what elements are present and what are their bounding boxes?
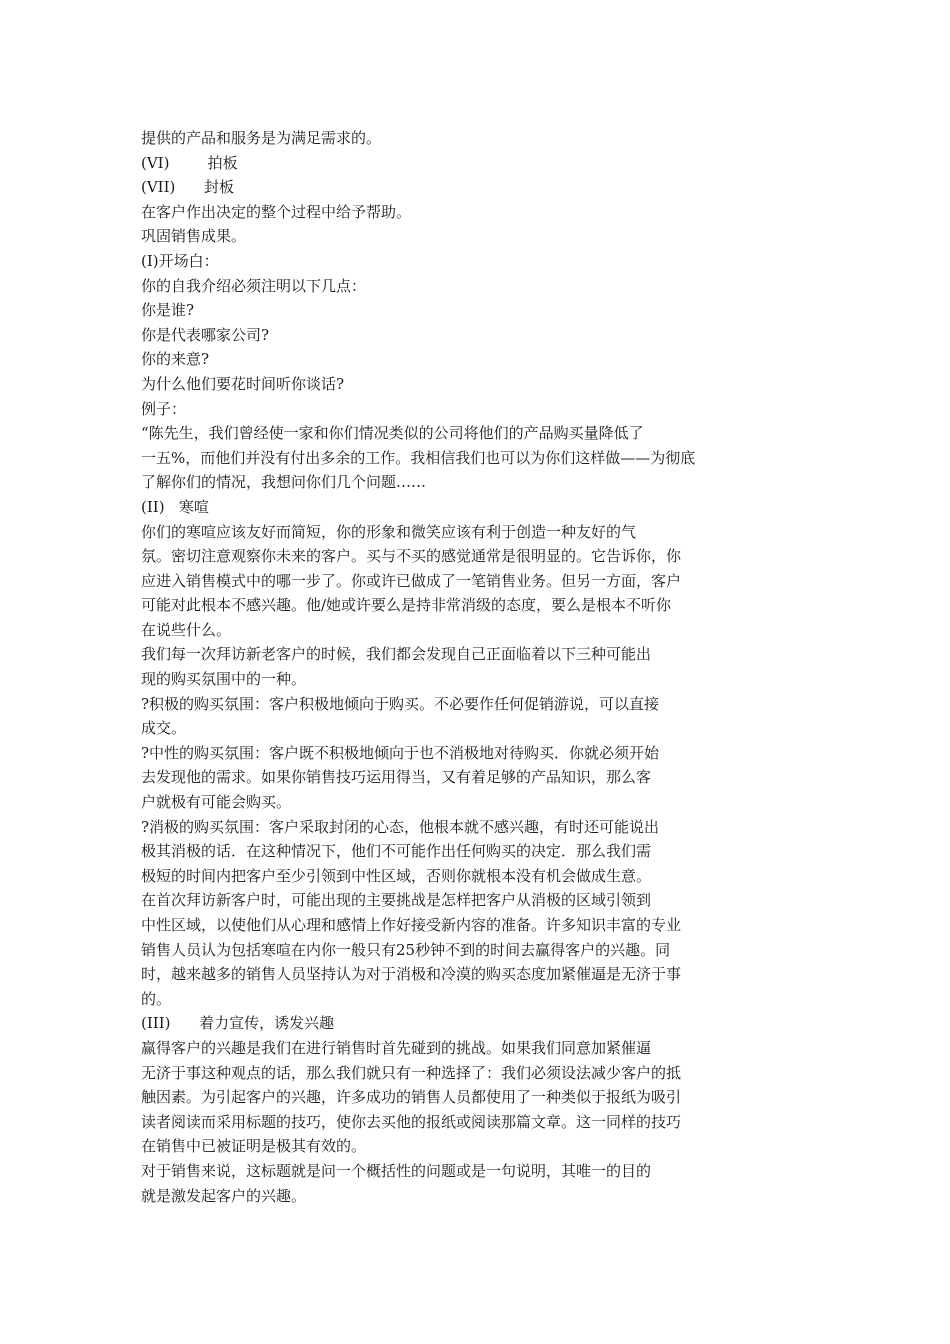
text-line: 销售人员认为包括寒喧在内你一般只有25秒钟不到的时间去赢得客户的兴趣。同 [141,940,671,959]
text-line: 巩固销售成果。 [141,227,247,246]
document-body [141,126,781,1208]
text-line: 应进入销售模式中的哪一步了。你或许已做成了一笔销售业务。但另一方面，客户 [141,571,682,590]
text-line: ?中性的购买氛围：客户既不积极地倾向于也不消极地对待购买．你就必须开始 [141,743,660,762]
section-heading-vi: (VI) 拍板 [141,153,238,172]
text-line: 就是激发起客户的兴趣。 [141,1186,307,1205]
text-line: 户就极有可能会购买。 [141,793,292,812]
section-heading-iii: (III) 着力宣传，诱发兴趣 [141,1014,335,1033]
text-line: 赢得客户的兴趣是我们在进行销售时首先碰到的挑战。如果我们同意加紧催逼 [141,1038,652,1057]
text-line: ?消极的购买氛围：客户采取封闭的心态，他根本就不感兴趣，有时还可能说出 [141,817,660,836]
text-line: 你是代表哪家公司? [141,325,270,344]
text-line: 你的自我介绍必须注明以下几点： [141,276,367,295]
text-line: 了解你们的情况，我想问你们几个问题…… [141,473,427,492]
text-line: 我们每一次拜访新老客户的时候，我们都会发现自己正面临着以下三种可能出 [141,645,652,664]
text-line: 去发现他的需求。如果你销售技巧运用得当，又有着足够的产品知识，那么客 [141,768,652,787]
text-line: 为什么他们要花时间听你谈话? [141,374,345,393]
section-heading-i: (I)开场白： [141,251,219,270]
text-line: 的。 [141,989,172,1008]
text-line: 可能对此根本不感兴趣。他/她或许要么是持非常消级的态度，要么是根本不听你 [141,596,672,615]
text-line: 触因素。为引起客户的兴趣，许多成功的销售人员都使用了一种类似于报纸为吸引 [141,1088,682,1107]
text-line: 时，越来越多的销售人员坚持认为对于消极和冷漠的购买态度加紧催逼是无济于事 [141,965,682,984]
text-line: 你的来意? [141,350,210,369]
text-line: 在客户作出决定的整个过程中给予帮助。 [141,202,412,221]
text-line: 对于销售来说，这标题就是问一个概括性的问题或是一句说明，其唯一的目的 [141,1161,652,1180]
text-line: 你是谁? [141,301,195,320]
text-line: 无济于事这种观点的话，那么我们就只有一种选择了：我们必须设法减少客户的抵 [141,1063,682,1082]
text-line: 中性区域，以使他们从心理和感情上作好接受新内容的准备。许多知识丰富的专业 [141,916,682,934]
text-line: 一五%，而他们并没有付出多余的工作。我相信我们也可以为你们这样做——为彻底 [141,448,696,467]
text-line: 现的购买氛围中的一种。 [141,670,307,689]
text-line: 成交。 [141,719,187,738]
text-line: 在销售中已被证明是极其有效的。 [141,1137,367,1156]
text-line: ?积极的购买氛围：客户积极地倾向于购买。不必要作任何促销游说，可以直接 [141,694,660,713]
text-line: 你们的寒喧应该友好而简短，你的形象和微笑应该有利于创造一种友好的气 [141,522,637,541]
text-line: 氛。密切注意观察你未来的客户。买与不买的感觉通常是很明显的。它告诉你，你 [141,547,682,566]
text-line: 读者阅读而采用标题的技巧，使你去买他的报纸或阅读那篇文章。这一同样的技巧 [141,1112,682,1131]
text-line: 极短的时间内把客户至少引领到中性区域，否则你就根本没有机会做成生意。 [141,866,652,885]
section-heading-ii: (II) 寒喧 [141,497,209,516]
text-line: 极其消极的话．在这种情况下，他们不可能作出任何购买的决定．那么我们需 [141,842,652,861]
text-line: 例子： [141,399,187,418]
text-line: 在说些什么。 [141,620,232,639]
text-line: “陈先生，我们曾经使一家和你们情况类似的公司将他们的产品购买量降低了 [141,424,644,443]
text-line: 提供的产品和服务是为满足需求的。 [141,129,382,147]
section-heading-vii: (VII) 封板 [141,178,234,197]
text-line: 在首次拜访新客户时，可能出现的主要挑战是怎样把客户从消极的区域引领到 [141,891,652,910]
